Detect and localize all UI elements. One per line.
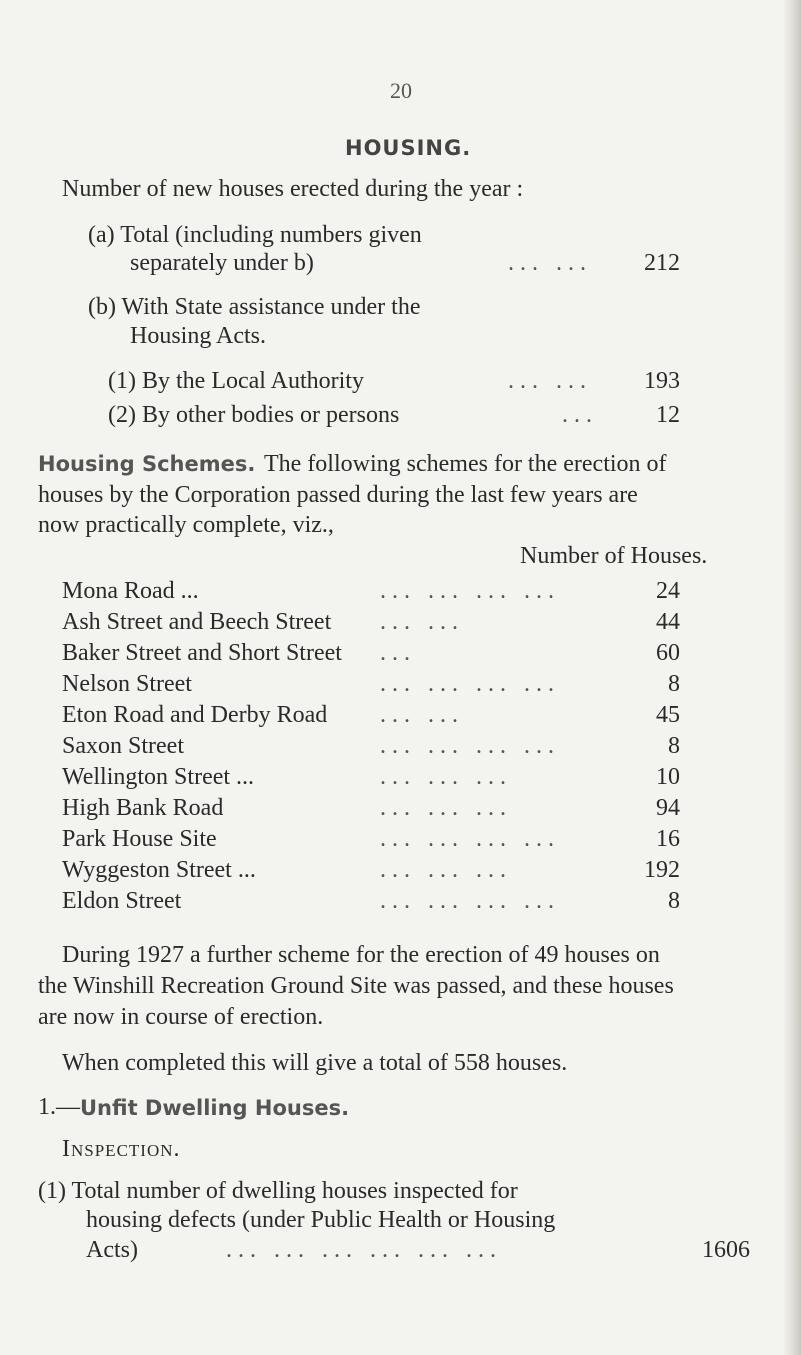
scheme-row-dots: ... ...	[380, 609, 464, 635]
scheme-row-name: Park House Site	[62, 826, 217, 852]
scheme-row-dots: ... ... ...	[380, 857, 512, 883]
unfit-heading-number: 1.—	[38, 1094, 80, 1120]
scheme-row-name: Mona Road ...	[62, 578, 199, 604]
item-b-label-line1: (b) With State assistance under the	[88, 294, 421, 320]
scheme-row-value: 24	[656, 578, 680, 604]
scheme-row-value: 44	[656, 609, 680, 635]
item-b-label-line2: Housing Acts.	[130, 323, 267, 349]
scheme-row-dots: ... ... ... ...	[380, 826, 560, 852]
item-b1-label: (1) By the Local Authority	[108, 368, 364, 394]
scheme-row-name: Wellington Street ...	[62, 764, 255, 790]
scheme-row-dots: ... ... ... ...	[380, 733, 560, 759]
scheme-row-dots: ... ... ... ...	[380, 578, 560, 604]
scheme-row-value: 192	[644, 857, 680, 883]
inspection-subheading: Inspection.	[62, 1136, 181, 1162]
scheme-row-value: 8	[668, 671, 680, 697]
unfit-heading: Unfit Dwelling Houses.	[80, 1096, 350, 1120]
scheme-row-name: Eton Road and Derby Road	[62, 702, 328, 728]
page-number: 20	[390, 78, 412, 103]
item-a-value: 212	[644, 250, 680, 276]
during-line1: During 1927 a further scheme for the erection of 49 houses on	[62, 942, 660, 968]
scheme-row-dots: ... ...	[380, 702, 464, 728]
inspection-item1-value: 1606	[702, 1237, 750, 1263]
scheme-row-name: Wyggeston Street ...	[62, 857, 256, 883]
section-title: HOUSING.	[345, 136, 472, 160]
scheme-row-dots: ... ... ...	[380, 764, 512, 790]
item-b1-dots: ... ...	[508, 368, 592, 394]
scheme-row-value: 94	[656, 795, 680, 821]
schemes-column-header: Number of Houses.	[520, 543, 708, 569]
inspection-item1-line2: housing defects (under Public Health or Housing	[86, 1207, 556, 1233]
scheme-row-value: 60	[656, 640, 680, 666]
scheme-row-name: Eldon Street	[62, 888, 182, 914]
item-b2-dots: ...	[562, 402, 598, 428]
scheme-row-dots: ... ... ...	[380, 795, 512, 821]
during-line2: the Winshill Recreation Ground Site was passed, and these houses	[38, 973, 674, 999]
scheme-row-value: 10	[656, 764, 680, 790]
schemes-text-line3: now practically complete, viz.,	[38, 512, 334, 538]
scheme-row-dots: ... ... ... ...	[380, 888, 560, 914]
schemes-heading: Housing Schemes.	[38, 452, 256, 476]
inspection-item1-line3: Acts)	[86, 1237, 138, 1263]
item-a-label-line1: (a) Total (including numbers given	[88, 222, 422, 248]
scheme-row-value: 16	[656, 826, 680, 852]
scheme-row-value: 8	[668, 733, 680, 759]
scheme-row-name: Nelson Street	[62, 671, 192, 697]
inspection-item1-dots: ... ... ... ... ... ...	[226, 1237, 502, 1263]
scheme-row-dots: ...	[380, 640, 416, 666]
inspection-item1-line1: (1) Total number of dwelling houses inspected for	[38, 1178, 518, 1204]
completed-total-note: When completed this will give a total of 558 houses.	[62, 1050, 568, 1076]
new-houses-intro: Number of new houses erected during the year :	[62, 176, 524, 202]
page-edge-shadow	[783, 0, 801, 1355]
item-b2-label: (2) By other bodies or persons	[108, 402, 400, 428]
during-line3: are now in course of erection.	[38, 1004, 324, 1030]
schemes-text-line2: houses by the Corporation passed during the last few years are	[38, 482, 638, 508]
item-b1-value: 193	[644, 368, 680, 394]
scheme-row-dots: ... ... ... ...	[380, 671, 560, 697]
schemes-text-line1: The following schemes for the erection of	[264, 451, 667, 477]
item-b2-value: 12	[656, 402, 680, 428]
scheme-row-value: 45	[656, 702, 680, 728]
item-a-dots: ... ...	[508, 250, 592, 276]
item-a-label-line2: separately under b)	[130, 250, 314, 276]
scheme-row-name: High Bank Road	[62, 795, 224, 821]
scheme-row-name: Saxon Street	[62, 733, 184, 759]
scheme-row-name: Baker Street and Short Street	[62, 640, 342, 666]
scheme-row-value: 8	[668, 888, 680, 914]
scheme-row-name: Ash Street and Beech Street	[62, 609, 332, 635]
